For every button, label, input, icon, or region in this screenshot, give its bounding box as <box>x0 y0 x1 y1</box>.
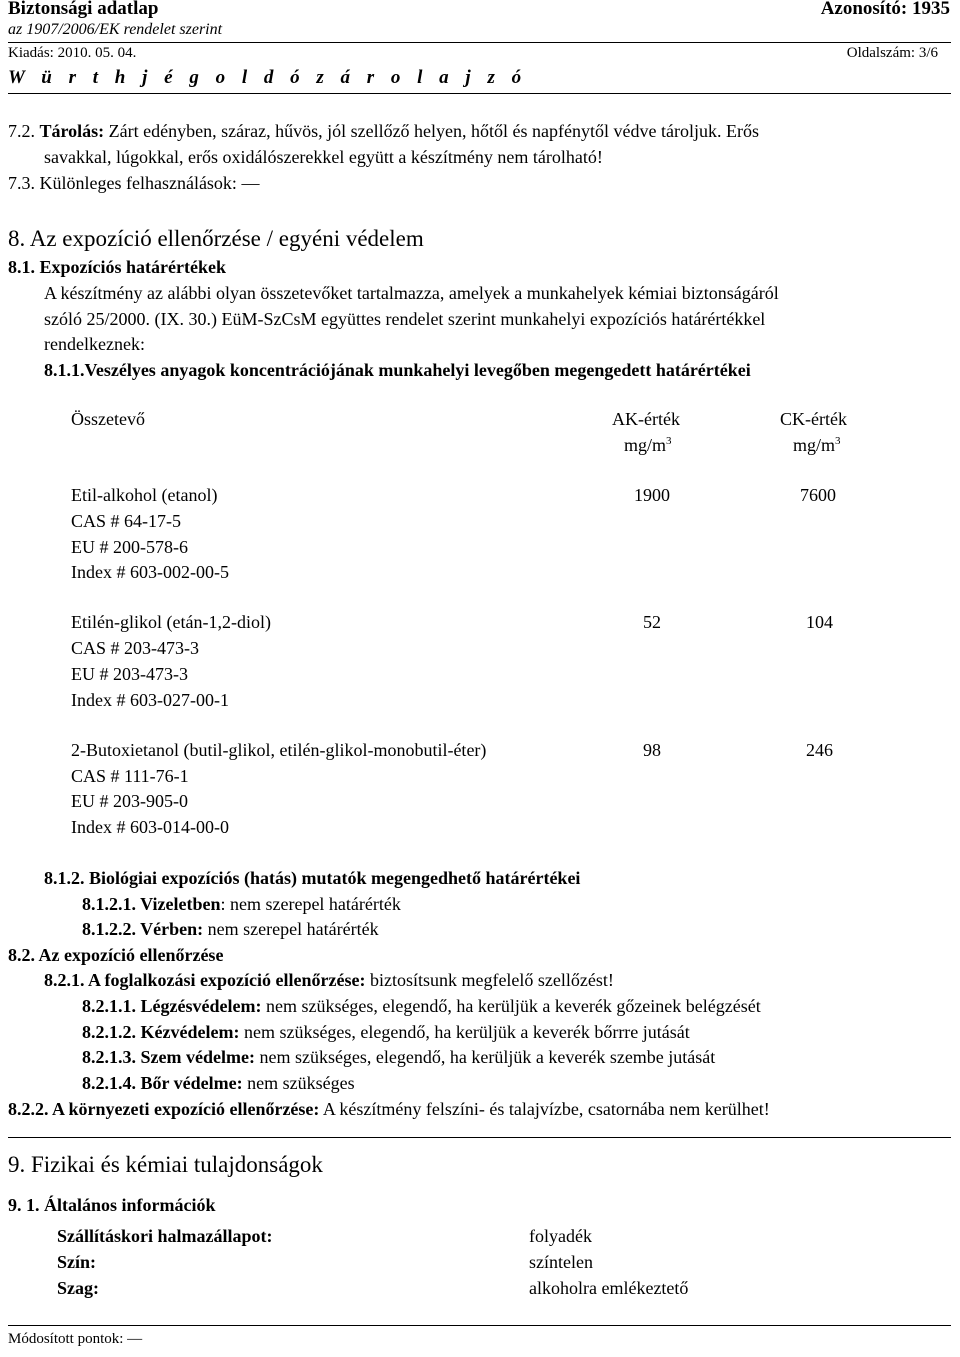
col-header-ck: CK-érték <box>780 409 847 429</box>
section-number: 7.2. <box>8 121 35 141</box>
section-8-2-1-2 <box>82 1021 690 1043</box>
item-label: 8.2.2. A környezeti expozíció ellenőrzése: <box>8 1099 320 1119</box>
component-cas: CAS # 64-17-5 <box>71 511 182 531</box>
item-label: 8.1.2.1. Vizeletben <box>82 894 221 914</box>
component-cas: CAS # 111-76-1 <box>71 766 189 786</box>
item-label: 8.2.1.1. Légzésvédelem: <box>82 996 262 1016</box>
issue-date: Kiadás: 2010. 05. 04. <box>8 45 137 61</box>
component-eu: EU # 203-473-3 <box>71 664 188 684</box>
col-unit-ak <box>624 434 672 456</box>
ck-value: 246 <box>806 740 833 760</box>
section-8-1-1-title: 8.1.1.Veszélyes anyagok koncentrációjának munkahelyi levegőben megengedett határértékei <box>44 360 751 380</box>
item-label: 8.2.1. A foglalkozási expozíció ellenőrzése: <box>44 970 366 990</box>
col-header-component: Összetevő <box>71 409 145 429</box>
item-text: nem szükséges, elegendő, ha kerüljük a keverék bőrrre jutását <box>239 1022 690 1042</box>
section-8-2-2 <box>8 1098 770 1120</box>
item-label: 8.2.1.4. Bőr védelme: <box>82 1073 243 1093</box>
item-text: : nem szerepel határérték <box>220 894 401 914</box>
component-cas: CAS # 203-473-3 <box>71 638 200 658</box>
col-header-ak: AK-érték <box>612 409 680 429</box>
item-text: nem szükséges, elegendő, ha kerüljük a keverék szembe jutását <box>254 1047 716 1067</box>
property-value: alkoholra emlékeztető <box>529 1278 689 1298</box>
component-index: Index # 603-002-00-5 <box>71 562 229 582</box>
regulation-note: az 1907/2006/EK rendelet szerint <box>8 21 223 38</box>
document-id: Azonosító: 1935 <box>820 0 950 19</box>
property-label: Szag: <box>57 1278 99 1298</box>
section-label: Különleges felhasználások: <box>39 173 237 193</box>
item-text: A készítmény felszíni- és talajvízbe, csatornába nem kerülhet! <box>319 1099 770 1119</box>
ck-value: 7600 <box>800 485 836 505</box>
section-8-1-para3: rendelkeznek: <box>44 334 145 354</box>
page-number: Oldalszám: 3/6 <box>846 45 938 61</box>
item-label: 8.2.1.3. Szem védelme: <box>82 1047 255 1067</box>
section-8-1-2-2 <box>82 918 379 940</box>
section-8-1-title: 8.1. Expozíciós határértékek <box>8 257 226 277</box>
item-label: 8.2.1.2. Kézvédelem: <box>82 1022 240 1042</box>
section-8-2-title: 8.2. Az expozíció ellenőrzése <box>8 945 224 965</box>
section-value: — <box>241 173 260 193</box>
property-value: színtelen <box>529 1252 593 1272</box>
ak-value: 52 <box>643 612 661 632</box>
item-text: biztosítsunk megfelelő szellőzést! <box>365 970 614 990</box>
ak-value: 1900 <box>634 485 670 505</box>
section-8-2-1-3 <box>82 1046 715 1068</box>
component-eu: EU # 203-905-0 <box>71 791 188 811</box>
component-eu: EU # 200-578-6 <box>71 537 188 557</box>
ck-value: 104 <box>806 612 833 632</box>
section-8-1-2-title: 8.1.2. Biológiai expozíciós (hatás) mutatók megengedhető határértékei <box>44 868 581 888</box>
property-value: folyadék <box>529 1226 592 1246</box>
unit-superscript: 3 <box>835 435 841 447</box>
section-9-title: 9. Fizikai és kémiai tulajdonságok <box>8 1152 323 1177</box>
section-number: 7.3. <box>8 173 35 193</box>
section-rule <box>8 1137 951 1138</box>
component-index: Index # 603-027-00-1 <box>71 690 229 710</box>
section-8-1-para2: szóló 25/2000. (IX. 30.) EüM-SzCsM együttes rendelet szerint munkahelyi expozíciós határértékkel <box>44 309 766 329</box>
component-index: Index # 603-014-00-0 <box>71 817 229 837</box>
section-text: Zárt edényben, száraz, hűvös, jól szellőző helyen, hőtől és napfénytől védve tároljuk. Erős <box>108 121 759 141</box>
section-8-2-1-1 <box>82 995 761 1017</box>
header-rule <box>8 42 951 43</box>
property-label: Szín: <box>57 1252 97 1272</box>
header-bottom-rule <box>8 93 951 94</box>
item-text: nem szerepel határérték <box>203 919 379 939</box>
unit-superscript: 3 <box>666 435 672 447</box>
section-9-1-title: 9. 1. Általános információk <box>8 1195 216 1215</box>
section-7-2-line2: savakkal, lúgokkal, erős oxidálószerekkel együtt a készítmény nem tárolható! <box>44 147 603 167</box>
footer-rule <box>8 1325 951 1326</box>
component-name: 2-Butoxietanol (butil-glikol, etilén-glikol-monobutil-éter) <box>71 740 487 760</box>
property-label: Szállításkori halmazállapot: <box>57 1226 273 1246</box>
item-text: nem szükséges <box>242 1073 355 1093</box>
section-8-1-2-1 <box>82 893 401 915</box>
col-unit-ck <box>793 434 841 456</box>
footer-modified: Módosított pontok: — <box>8 1331 143 1347</box>
ak-value: 98 <box>643 740 661 760</box>
product-name: W ü r t h j é g o l d ó z á r o l a j z ó <box>8 67 528 88</box>
section-8-2-1-4 <box>82 1072 355 1094</box>
document-title: Biztonsági adatlap <box>8 0 159 19</box>
item-text: nem szükséges, elegendő, ha kerüljük a keverék gőzeinek belégzését <box>261 996 761 1016</box>
component-name: Etil-alkohol (etanol) <box>71 485 218 505</box>
section-8-2-1 <box>44 969 614 991</box>
component-name: Etilén-glikol (etán-1,2-diol) <box>71 612 271 632</box>
section-8-title: 8. Az expozíció ellenőrzése / egyéni védelem <box>8 226 424 251</box>
unit-text: mg/m <box>793 435 836 455</box>
section-label: Tárolás: <box>39 121 105 141</box>
section-7-3 <box>8 172 259 194</box>
unit-text: mg/m <box>624 435 667 455</box>
item-label: 8.1.2.2. Vérben: <box>82 919 204 939</box>
section-7-2-line1 <box>8 120 759 142</box>
section-8-1-para1: A készítmény az alábbi olyan összetevőket tartalmazza, amelyek a munkahelyek kémiai biztonságáról <box>44 283 779 303</box>
